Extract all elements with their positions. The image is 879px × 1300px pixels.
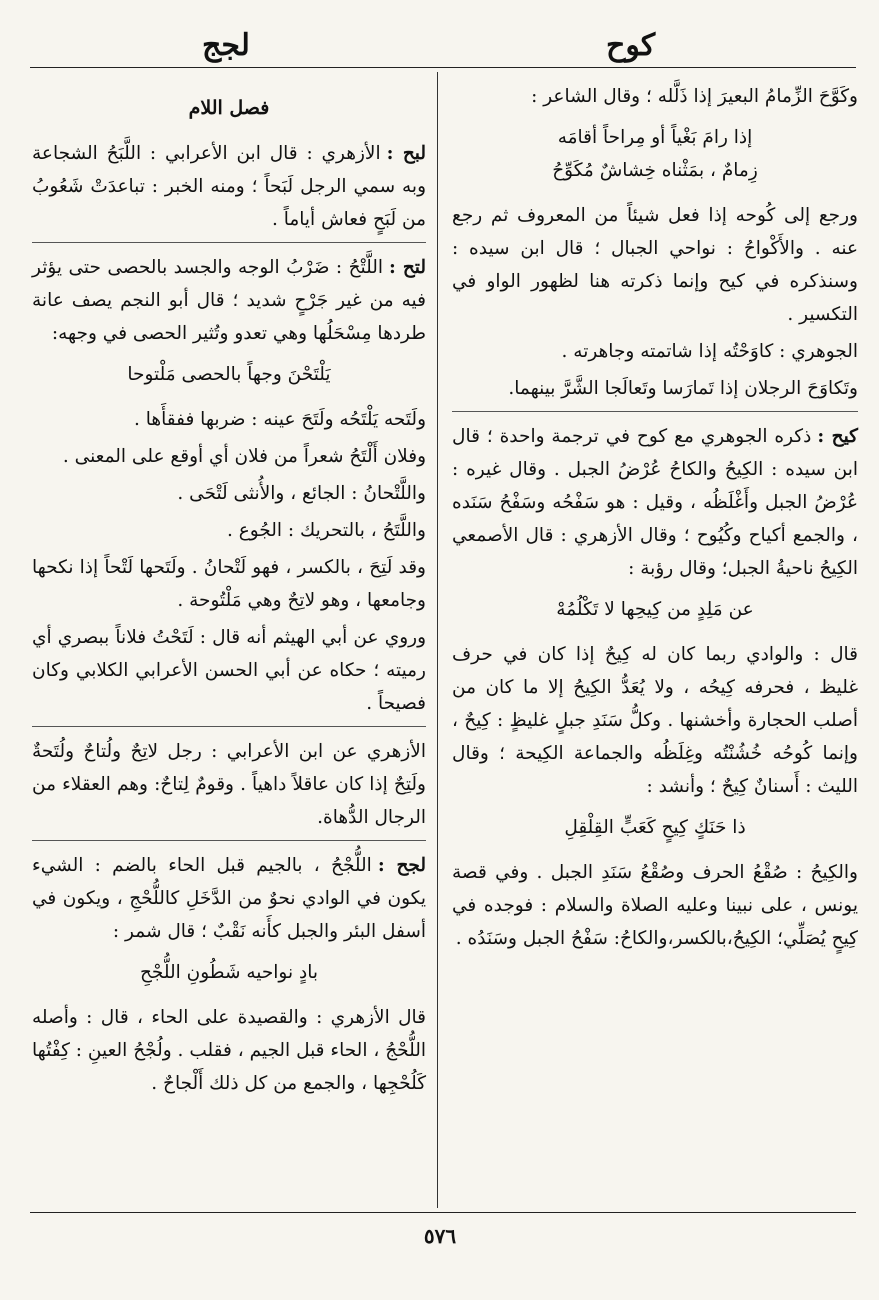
entry-headword: كيح : <box>817 426 858 447</box>
verse-5: بادٍ نواحيه شَطُونِ اللُّجْحِ <box>139 962 319 983</box>
paragraph: والكِيحُ : صُقْعُ الحرف وصُقْعُ سَنَدِ الجبل . وفي قصة يونس ، على نبينا وعليه الصلاة والسلام : فوجده في كِيحٍ يُصَلِّي؛ الكِيحُ،بالكسر،والكاحُ: سَفْحُ الجبل وسَنَدُه . <box>452 862 858 949</box>
intro-line: وكَوَّحَ الزِّمامُ البعيرَ إذا ذَلَّله ؛ وقال الشاعر : <box>531 86 858 107</box>
verse-4: يَلْتَحْنَ وجهاً بالحصى مَلْتوحا <box>127 364 331 385</box>
page-number: ٥٧٦ <box>423 1224 457 1248</box>
column-divider <box>437 72 438 1208</box>
entry-separator <box>32 242 426 243</box>
paragraph: ولَتَحه يَلْتَحُه ولَتَحَ عينه : ضربها ففقأَها . <box>133 409 426 430</box>
header-word-left: لجج <box>202 28 250 63</box>
paragraph: وروي عن أبي الهيثم أنه قال : لَتَحْتُ فلاناً ببصري أي رميته ؛ حكاه عن أبي الحسن الأعرابي الكلابي وكان فصيحاً . <box>32 627 426 714</box>
entry-kih <box>452 420 858 585</box>
entry-text: ذكره الجوهري مع كوح في ترجمة واحدة ؛ قال ابن سيده : الكِيحُ والكاحُ عُرْضُ الجبل . وقال غيره : عُرْضُ الجبل وأَغْلَظُه ، وقيل : هو سَفْحُه وسَفْحُ سَنَده ، والجمع أكياح وكُيُوح ؛ وقال الأزهري : قال الأصمعي الكِيحُ ناحيةُ الجبل؛ وقال رؤبة : <box>452 426 858 579</box>
entry-latah <box>32 251 426 350</box>
entry-labh <box>32 137 426 236</box>
entry-text: اللَّتْحُ : ضَرْبُ الوجه والجسد بالحصى حتى يؤثر فيه من غير جَرْحٍ شديد ؛ قال أبو النجم يصف عانة طردها مِسْحَلُها وهي تعدو وتُثير الحصى في وجهه: <box>32 257 426 344</box>
entry-headword: لبح : <box>386 143 426 164</box>
verse-2: عن مَلِدٍ من كِيحِها لا تَكْلُمُهْ <box>556 599 754 620</box>
verse-1-line-1: إذا رامَ بَغْياً أو مِراحاً أقامَه <box>557 127 753 148</box>
paragraph: ورجع إلى كُوحه إذا فعل شيئاً من المعروف ثم رجع عنه . والأَكْواحُ : نواحي الجبال ؛ قال ابن سيده : وسنذكره في كيح وإنما ذكرته هنا لظهور الواو في التكسير . <box>452 205 858 325</box>
left-column <box>32 80 426 1104</box>
entry-separator <box>452 411 858 412</box>
entry-separator <box>32 726 426 727</box>
bottom-rule <box>30 1212 856 1213</box>
entry-separator <box>32 840 426 841</box>
paragraph: وتَكاوَحَ الرجلان إذا تَمارَسا وتَعالَجا الشَّرَّ بينهما. <box>508 378 858 399</box>
entry-lajh <box>32 849 426 948</box>
paragraph: قال الأزهري : والقصيدة على الحاء ، قال : وأصله اللُّحْجُ ، الحاء قبل الجيم ، فقلب . ولُجْحُ العينِ : كِفْتُها كَلُحْجِها ، والجمع من كل ذلك أَلْجاحٌ . <box>32 1007 426 1094</box>
verse-1-line-2: زِمامٌ ، بمَثْناه خِشاشٌ مُكَوِّحُ <box>552 160 758 181</box>
entry-headword: لتح : <box>389 257 426 278</box>
top-rule <box>30 67 856 68</box>
header-word-right: كوح <box>606 28 656 63</box>
paragraph: واللَّتْحانُ : الجائع ، والأُنثى لَتْحَى . <box>177 483 426 504</box>
right-column <box>452 80 858 959</box>
paragraph: قال : والوادي ربما كان له كِيحٌ إذا كان في حرف غليظ ، فحرفه كِيحُه ، ولا يُعَدُّ الكِيحُ إلا ما كان من أصلب الحجارة وأخشنها . وكلُّ سَنَدِ جبلٍ غليظٍ : كِيحٌ ، وإنما كُوحُه خُشُنْتُه وغِلَظُه والجماعة الكِيحة ؛ وقال الليث : أَسنانٌ كِيحٌ ؛ وأنشد : <box>452 644 858 797</box>
verse-3: ذا حَنَكٍ كِيحٍ كَعَبٍّ القِلْقِلِ <box>564 817 746 838</box>
entry-headword: لجح : <box>377 855 426 876</box>
entry-text: اللُّجْحُ ، بالجيم قبل الحاء بالضم : الشيء يكون في الوادي نحوٌ من الدَّخَلِ كاللُّحْجِ ، ويكون في أسفل البئر والجبل كأَنه نَقْبٌ ؛ قال شمر : <box>32 855 426 942</box>
paragraph: الأزهري عن ابن الأعرابي : رجل لاتِحٌ ولُتاحٌ ولُتَحةٌ ولَتِحٌ إذا كان عاقلاً داهياً . وقومٌ لِتاحٌ: وهم العقلاء من الرجال الدُّهاة. <box>32 741 426 828</box>
section-title: فصل اللام <box>188 97 270 119</box>
paragraph: وقد لَتِحَ ، بالكسر ، فهو لَتْحانُ . ولَتَحها لَتْحاً إذا نكحها وجامعها ، وهو لاتِحٌ وهي مَلْتُوحة . <box>32 557 426 611</box>
verse-1 <box>452 121 858 187</box>
paragraph: الجوهري : كاوَحْتُه إذا شاتمته وجاهرته . <box>561 341 858 362</box>
paragraph: وفلان أَلْتَحُ شعراً من فلان أي أوقع على المعنى . <box>62 446 426 467</box>
entry-text: الأزهري : قال ابن الأعرابي : اللَّبَحُ الشجاعة وبه سمي الرجل لَبَحاً ؛ ومنه الخبر : تباعدَتْ شَعُوبُ من لَبَحٍ فعاش أياماً . <box>32 143 426 230</box>
paragraph: واللَّتَحُ ، بالتحريك : الجُوع . <box>226 520 426 541</box>
